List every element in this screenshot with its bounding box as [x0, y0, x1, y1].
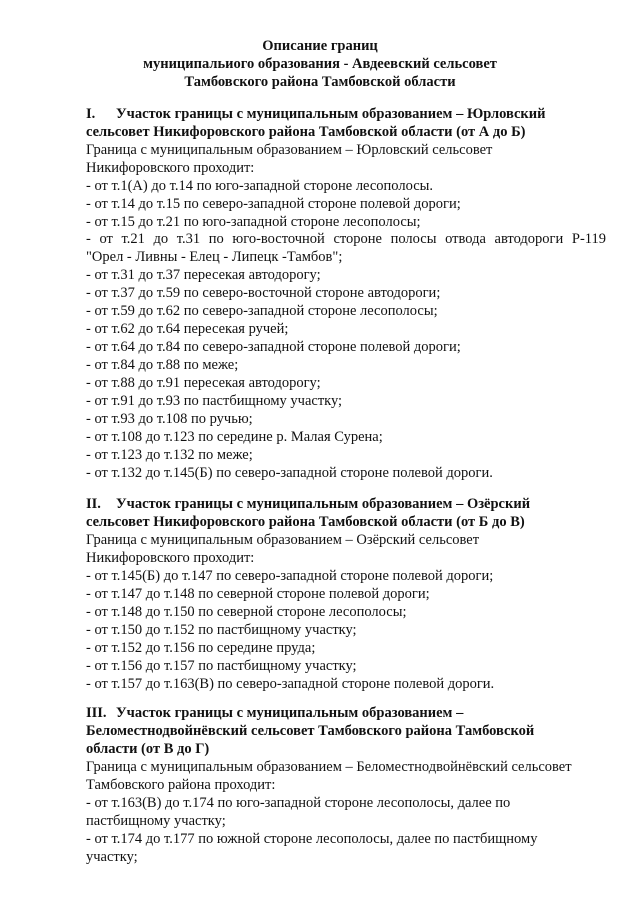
section-1-item: - от т.132 до т.145(Б) по северо-западной стороне полевой дороги. [86, 465, 493, 481]
section-3-intro-line-1: Граница с муниципальным образованием – Беломестнодвойнёвский сельсовет [86, 759, 572, 775]
section-1-item: - от т.123 до т.132 по меже; [86, 447, 253, 463]
document-title-line-3: Тамбовского района Тамбовской области [184, 74, 456, 90]
section-1-item: - от т.31 до т.37 пересекая автодорогу; [86, 267, 321, 283]
section-1-item: - от т.37 до т.59 по северо-восточной стороне автодороги; [86, 285, 441, 301]
section-3-item: - от т.174 до т.177 по южной стороне лесополосы, далее по пастбищному [86, 831, 538, 847]
document-title-line-2: муниципальиого образования - Авдеевский сельсовет [143, 56, 497, 72]
section-2-heading [86, 495, 586, 513]
section-3-intro-line-2: Тамбовского района проходит: [86, 777, 276, 793]
section-3-item-continuation: пастбищному участку; [86, 813, 226, 829]
section-1-item: - от т.15 до т.21 по юго-западной стороне лесополосы; [86, 214, 421, 230]
section-1-item: - от т.14 до т.15 по северо-западной стороне полевой дороги; [86, 196, 461, 212]
section-1-item: - от т.59 до т.62 по северо-западной стороне лесополосы; [86, 303, 438, 319]
section-1-heading-line-2: сельсовет Никифоровского района Тамбовской области (от А до Б) [86, 124, 526, 140]
section-1-item: - от т.108 до т.123 по середине р. Малая Сурена; [86, 429, 383, 445]
section-1-item-continuation: "Орел - Ливны - Елец - Липецк -Тамбов"; [86, 249, 343, 265]
section-1-intro-line-2: Никифоровского проходит: [86, 160, 255, 176]
section-3-item-continuation: участку; [86, 849, 138, 865]
section-2-heading-line-2: сельсовет Никифоровского района Тамбовской области (от Б до В) [86, 514, 525, 530]
section-2-item: - от т.145(Б) до т.147 по северо-западной стороне полевой дороги; [86, 568, 494, 584]
section-1-item: - от т.93 до т.108 по ручью; [86, 411, 253, 427]
section-2-item: - от т.147 до т.148 по северной стороне полевой дороги; [86, 586, 430, 602]
section-1-item: - от т.62 до т.64 пересекая ручей; [86, 321, 289, 337]
section-3-number: III. [86, 705, 107, 721]
section-2-number: II. [86, 496, 101, 512]
section-3-heading-line-2: Беломестнодвойнёвский сельсовет Тамбовского района Тамбовской [86, 723, 535, 739]
section-1-heading [86, 105, 586, 123]
section-2-item: - от т.156 до т.157 по пастбищному участку; [86, 658, 357, 674]
section-1-number: I. [86, 106, 96, 122]
section-3-heading-line-1: Участок границы с муниципальным образованием – [116, 705, 464, 721]
section-1-intro-line-1: Граница с муниципальным образованием – Юрловский сельсовет [86, 142, 493, 158]
document-title-line-1: Описание границ [262, 38, 378, 54]
section-2-item: - от т.157 до т.163(В) по северо-западной стороне полевой дороги. [86, 676, 495, 692]
section-2-intro-line-1: Граница с муниципальным образованием – Озёрский сельсовет [86, 532, 480, 548]
section-1-item: - от т.91 до т.93 по пастбищному участку; [86, 393, 343, 409]
section-1-item: - от т.88 до т.91 пересекая автодорогу; [86, 375, 321, 391]
section-1-heading-line-1: Участок границы с муниципальным образованием – Юрловский [116, 106, 546, 122]
section-2-item: - от т.150 до т.152 по пастбищному участку; [86, 622, 357, 638]
section-2-item: - от т.152 до т.156 по середине пруда; [86, 640, 316, 656]
section-3-heading [86, 704, 586, 722]
section-1-item: - от т.1(А) до т.14 по юго-западной стороне лесополосы. [86, 178, 434, 194]
section-3-heading-line-3: области (от В до Г) [86, 741, 210, 757]
section-1-item: - от т.84 до т.88 по меже; [86, 357, 239, 373]
section-2-item: - от т.148 до т.150 по северной стороне лесополосы; [86, 604, 407, 620]
section-2-heading-line-1: Участок границы с муниципальным образованием – Озёрский [116, 496, 531, 512]
section-2-intro-line-2: Никифоровского проходит: [86, 550, 255, 566]
section-1-item: - от т.64 до т.84 по северо-западной стороне полевой дороги; [86, 339, 461, 355]
section-3-item: - от т.163(В) до т.174 по юго-западной стороне лесополосы, далее по [86, 795, 511, 811]
section-1-item: - от т.21 до т.31 по юго-восточной стороне полосы отвода автодороги Р-119 [86, 231, 606, 247]
